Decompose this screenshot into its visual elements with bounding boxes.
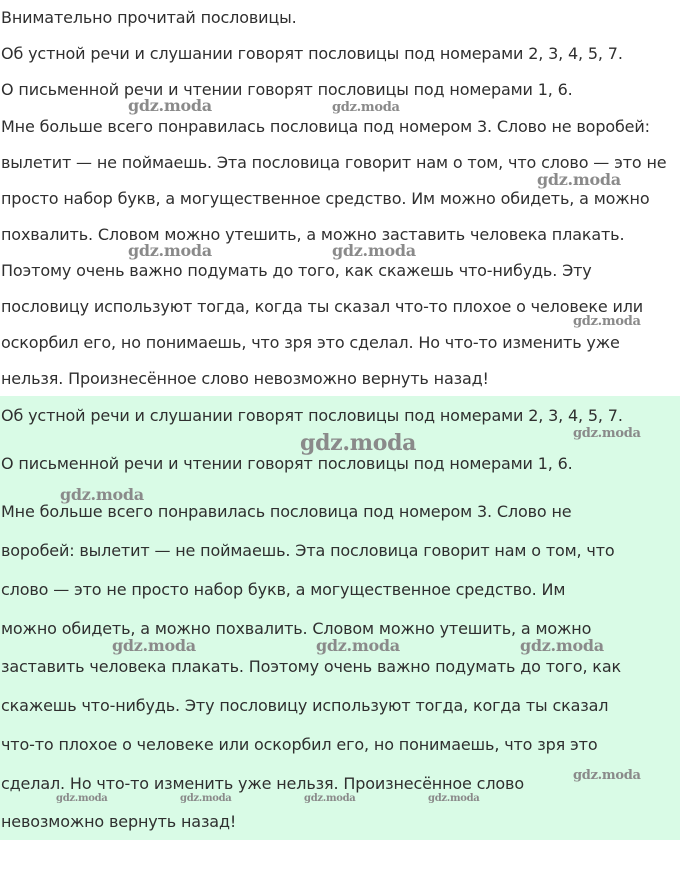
- text-line: О письменной речи и чтении говорят пословицы под номерами 1, 6.: [1, 454, 573, 473]
- watermark: gdz.moda: [537, 170, 621, 189]
- text-line: Об устной речи и слушании говорят пословицы под номерами 2, 3, 4, 5, 7.: [1, 44, 623, 63]
- watermark: gdz.moda: [573, 768, 641, 783]
- text-line: просто набор букв, а могущественное средство. Им можно обидеть, а можно: [1, 189, 650, 208]
- text-line: скажешь что-нибудь. Эту пословицу используют тогда, когда ты сказал: [1, 696, 609, 715]
- text-line: похвалить. Словом можно утешить, а можно заставить человека плакать.: [1, 225, 625, 244]
- text-line: что-то плохое о человеке или оскорбил его, но понимаешь, что зря это: [1, 735, 598, 754]
- watermark: gdz.moda: [316, 636, 400, 655]
- text-line: пословицу используют тогда, когда ты сказал что-то плохое о человеке или: [1, 297, 644, 316]
- text-line: Внимательно прочитай пословицы.: [1, 8, 297, 27]
- watermark: gdz.moda: [128, 241, 212, 260]
- watermark: gdz.moda: [332, 241, 416, 260]
- watermark: gdz.moda: [60, 485, 144, 504]
- watermark: gdz.moda: [112, 636, 196, 655]
- text-line: О письменной речи и чтении говорят пословицы под номерами 1, 6.: [1, 80, 573, 99]
- text-line: можно обидеть, а можно похвалить. Словом можно утешить, а можно: [1, 619, 592, 638]
- watermark: gdz.moda: [573, 314, 641, 329]
- text-line: оскорбил его, но понимаешь, что зря это сделал. Но что-то изменить уже: [1, 333, 620, 352]
- watermark: gdz.moda: [520, 636, 604, 655]
- watermark: gdz.moda: [300, 430, 417, 456]
- watermark: gdz.moda: [180, 793, 232, 804]
- text-line: Поэтому очень важно подумать до того, как скажешь что-нибудь. Эту: [1, 261, 592, 280]
- watermark: gdz.moda: [573, 426, 641, 441]
- text-line: невозможно вернуть назад!: [1, 812, 237, 831]
- text-line: Мне больше всего понравилась пословица под номером 3. Слово не: [1, 502, 572, 521]
- first-answer-block: [0, 0, 680, 396]
- watermark: gdz.moda: [332, 100, 400, 115]
- text-line: сделал. Но что-то изменить уже нельзя. Произнесённое слово: [1, 774, 524, 793]
- text-line: нельзя. Произнесённое слово невозможно вернуть назад!: [1, 369, 489, 388]
- text-line: слово — это не просто набор букв, а могущественное средство. Им: [1, 580, 566, 599]
- watermark: gdz.moda: [56, 793, 108, 804]
- text-line: Об устной речи и слушании говорят пословицы под номерами 2, 3, 4, 5, 7.: [1, 406, 623, 425]
- watermark: gdz.moda: [304, 793, 356, 804]
- text-line: заставить человека плакать. Поэтому очень важно подумать до того, как: [1, 657, 621, 676]
- watermark: gdz.moda: [128, 96, 212, 115]
- text-line: воробей: вылетит — не поймаешь. Эта пословица говорит нам о том, что: [1, 541, 615, 560]
- watermark: gdz.moda: [428, 793, 480, 804]
- text-line: Мне больше всего понравилась пословица под номером 3. Слово не воробей:: [1, 117, 650, 136]
- text-line: вылетит — не поймаешь. Эта пословица говорит нам о том, что слово — это не: [1, 153, 667, 172]
